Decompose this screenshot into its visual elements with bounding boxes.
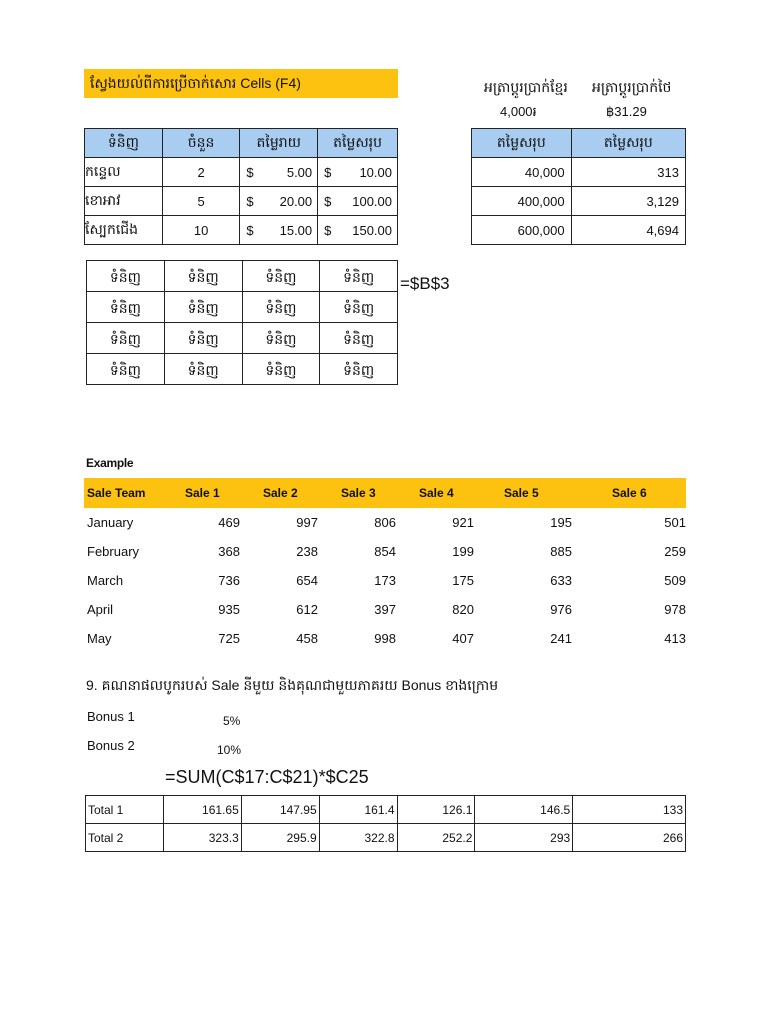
table-row [87,261,398,292]
sale-cell[interactable]: 195 [550,515,572,530]
sale-cell[interactable]: 407 [452,631,474,646]
thb-total-cell[interactable]: 313 [571,158,685,187]
bonus-value[interactable]: 10% [217,743,242,757]
khr-rate-label: អត្រាប្តូរប្រាក់ខ្មែរ [484,79,568,95]
question-text: 9. គណនាផលបូករបស់ Sale នីមួយ និងគុណជាមួយភាគរយ Bonus ខាងក្រោម [86,677,499,693]
sale-cell[interactable]: 978 [664,602,686,617]
product-name-cell[interactable]: ស្បែកជើង [85,216,163,245]
price-value: 15.00 [279,222,313,238]
header-cell[interactable]: តម្លៃសរុប [472,129,572,158]
example-label: Example [86,456,134,470]
qty-cell[interactable]: 10 [162,216,240,245]
table-row [85,187,398,216]
grid-cell[interactable]: ទំនិញ [164,292,242,323]
total-cell[interactable]: 161.4 [319,796,397,824]
total-cell[interactable]: 252.2 [397,824,475,852]
price-value: 20.00 [279,193,313,209]
total-cell[interactable] [318,158,398,187]
grid-cell[interactable]: ទំនិញ [242,323,320,354]
table-row [84,566,686,595]
product-name-cell[interactable]: កន្ទេល [85,158,163,187]
total-cell[interactable]: 266 [573,824,686,852]
grid-cell[interactable]: ទំនិញ [164,261,242,292]
total-label-cell[interactable]: Total 1 [86,796,164,824]
khr-rate-value[interactable]: 4,000៛ [500,104,537,119]
month-cell[interactable]: April [87,602,114,617]
header-cell[interactable]: ចំនួន [162,129,240,158]
total-value: 10.00 [359,164,392,180]
total-cell[interactable]: 293 [475,824,573,852]
grid-cell[interactable]: ទំនិញ [320,323,398,354]
price-cell[interactable] [240,187,318,216]
header-cell[interactable]: Sale 5 [474,478,572,508]
sale-cell[interactable]: 259 [664,544,686,559]
sale-cell[interactable]: 998 [374,631,396,646]
bonus-value[interactable]: 5% [223,714,241,728]
sale-cell[interactable]: 368 [218,544,240,559]
header-cell[interactable]: ទំនិញ [85,129,163,158]
sale-cell[interactable]: 501 [664,515,686,530]
total-cell[interactable]: 322.8 [319,824,397,852]
table-row [86,796,686,824]
sale-cell[interactable]: 885 [550,544,572,559]
total-cell[interactable]: 133 [573,796,686,824]
grid-cell[interactable]: ទំនិញ [87,292,165,323]
currency-symbol: $ [246,222,254,238]
header-cell[interactable]: Sale Team [84,478,162,508]
products-table [84,128,398,245]
table-row [84,595,686,624]
header-cell[interactable]: តម្លៃរាយ [240,129,318,158]
currency-symbol: $ [246,193,254,209]
khr-total-cell[interactable]: 400,000 [472,187,572,216]
currency-symbol: $ [246,164,254,180]
thb-total-cell[interactable]: 3,129 [571,187,685,216]
grid-cell[interactable]: ទំនិញ [164,323,242,354]
month-cell[interactable]: March [87,573,124,588]
total-cell[interactable]: 295.9 [241,824,319,852]
month-cell[interactable]: January [87,515,134,530]
header-cell[interactable]: Sale 4 [396,478,474,508]
sale-cell[interactable]: 469 [218,515,240,530]
header-cell[interactable]: Sale 2 [240,478,318,508]
grid-cell[interactable]: ទំនិញ [320,292,398,323]
grid-cell[interactable]: ទំនិញ [87,323,165,354]
price-cell[interactable] [240,216,318,245]
price-cell[interactable] [240,158,318,187]
bonus-label: Bonus 2 [87,738,135,753]
grid-cell[interactable]: ទំនិញ [242,354,320,385]
sale-cell[interactable]: 997 [296,515,318,530]
sale-cell[interactable]: 736 [218,573,240,588]
price-value: 5.00 [286,164,313,180]
thb-rate-value[interactable]: ฿31.29 [606,104,647,119]
currency-symbol: $ [324,164,332,180]
table-row [87,354,398,385]
sum-formula: =SUM(C$17:C$21)*$C25 [165,767,369,787]
grid-cell[interactable]: ទំនិញ [320,354,398,385]
table-row [87,323,398,354]
sale-cell[interactable]: 413 [664,631,686,646]
total-cell[interactable]: 323.3 [163,824,241,852]
sale-cell[interactable]: 175 [452,573,474,588]
grid-cell[interactable]: ទំនិញ [320,261,398,292]
table-row [472,158,686,187]
sales-table [84,478,686,653]
sale-cell[interactable]: 397 [374,602,396,617]
converted-totals-table [471,128,686,245]
sale-cell[interactable]: 820 [452,602,474,617]
total-value: 100.00 [352,193,392,209]
sale-cell[interactable]: 633 [550,573,572,588]
grid-cell[interactable]: ទំនិញ [87,354,165,385]
total-cell[interactable]: 147.95 [241,796,319,824]
thb-rate-label: អត្រាប្តូរប្រាក់ថៃ [592,79,672,95]
sale-cell[interactable]: 854 [374,544,396,559]
sale-cell[interactable]: 238 [296,544,318,559]
header-cell[interactable]: Sale 6 [572,478,686,508]
table-row [472,216,686,245]
total-label-cell[interactable]: Total 2 [86,824,164,852]
sheet-title: ស្វែងយល់ពីការប្រើចាក់សោរ Cells (F4) [84,69,398,98]
currency-symbol: $ [324,193,332,209]
table-row [84,508,686,537]
header-cell[interactable]: Sale 3 [318,478,396,508]
grid-cell[interactable]: ទំនិញ [87,261,165,292]
sale-cell[interactable]: 725 [218,631,240,646]
totals-table [85,795,686,852]
total-cell[interactable]: 161.65 [163,796,241,824]
khr-total-cell[interactable]: 600,000 [472,216,572,245]
sale-cell[interactable]: 921 [452,515,474,530]
sale-cell[interactable]: 509 [664,573,686,588]
table-row [85,216,398,245]
sale-cell[interactable]: 612 [296,602,318,617]
sale-cell[interactable]: 935 [218,602,240,617]
sale-cell[interactable]: 976 [550,602,572,617]
total-cell[interactable]: 126.1 [397,796,475,824]
grid-cell[interactable]: ទំនិញ [242,292,320,323]
table-row [84,624,686,653]
sale-cell[interactable]: 173 [374,573,396,588]
sale-cell[interactable]: 199 [452,544,474,559]
khr-total-cell[interactable]: 40,000 [472,158,572,187]
sale-cell[interactable]: 458 [296,631,318,646]
total-cell[interactable]: 146.5 [475,796,573,824]
reference-grid [86,260,398,385]
header-cell[interactable]: តម្លៃសរុប [571,129,685,158]
product-name-cell[interactable]: ខោអាវ [85,187,163,216]
sale-cell[interactable]: 806 [374,515,396,530]
total-cell[interactable] [318,187,398,216]
table-row [84,537,686,566]
qty-cell[interactable]: 5 [162,187,240,216]
thb-total-cell[interactable]: 4,694 [571,216,685,245]
sale-cell[interactable]: 241 [550,631,572,646]
currency-symbol: $ [324,222,332,238]
table-row [86,824,686,852]
grid-cell[interactable]: ទំនិញ [164,354,242,385]
sale-cell[interactable]: 654 [296,573,318,588]
header-cell[interactable]: តម្លៃសរុប [318,129,398,158]
table-row [472,187,686,216]
total-value: 150.00 [352,222,392,238]
qty-cell[interactable]: 2 [162,158,240,187]
month-cell[interactable]: May [87,631,112,646]
grid-cell[interactable]: ទំនិញ [242,261,320,292]
sales-header-row [84,478,686,508]
header-cell[interactable]: Sale 1 [162,478,240,508]
table-row [85,158,398,187]
bonus-label: Bonus 1 [87,709,135,724]
month-cell[interactable]: February [87,544,140,559]
absolute-ref-formula: =$B$3 [400,274,450,293]
table-row [87,292,398,323]
total-cell[interactable] [318,216,398,245]
